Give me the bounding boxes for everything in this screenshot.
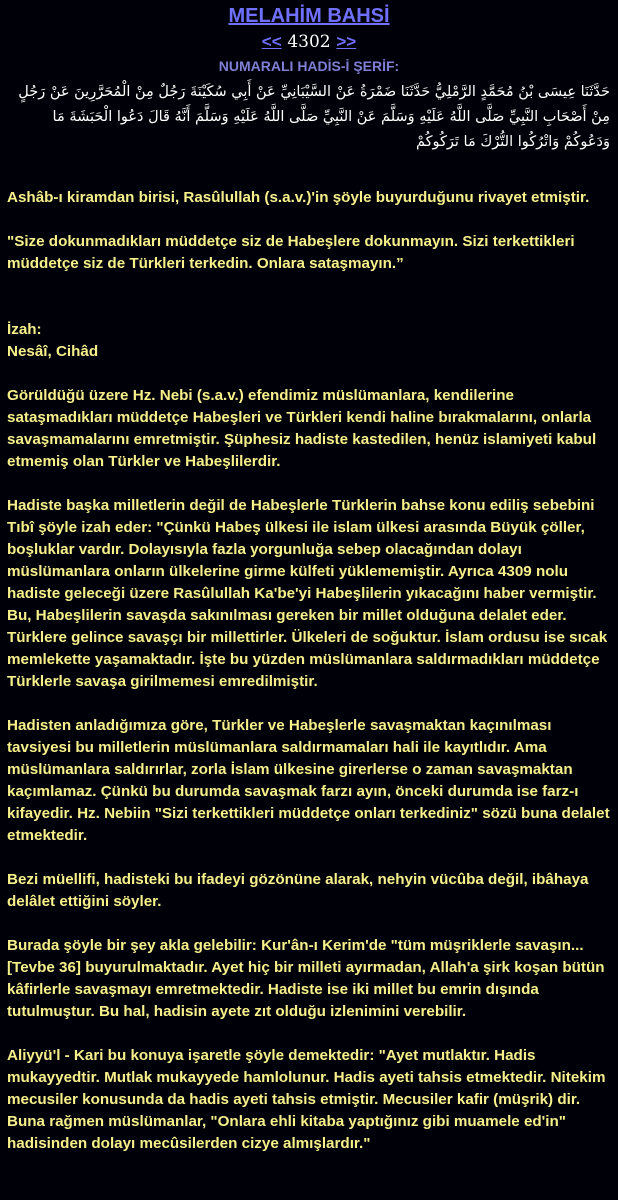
paragraph-explanation-1: Görüldüğü üzere Hz. Nebi (s.a.v.) efendimiz müslümanlara, kendilerine sataşmadıkları müddetçe Habeşleri ve Türkleri kendi haline bırakmalarını, onlarla savaşmamalarını emretmiştir. Şüphesiz hadiste kastedilen, henüz islamiyeti kabul etmemiş olan Türkler ve Habeşlilerdir. <box>7 387 597 470</box>
paragraph-explanation-3: Hadisten anladığımıza göre, Türkler ve Habeşlerle savaşmaktan kaçınılması tavsiyesi bu milletlerin müslümanlara saldırmamaları hali ile kayıtlıdır. Ama müslümanlara saldırırlar, zorla İslam ülkesine girerlerse o zaman savaşmaktan kaçımlamaz. Çünkü bu durumda savaşmak farzı ayın, önceki durumda ise farz-ı kifayedir. Hz. Nebiin "Sizi terkettikleri müddetçe onları terkediniz" sözü buna delalet etmektedir. <box>7 717 610 844</box>
paragraph-hadith-translation: "Size dokunmadıkları müddetçe siz de Habeşlere dokunmayın. Sizi terkettikleri müddetçe siz de Türkleri terkedin. Onlara sataşmayın.” <box>7 233 575 272</box>
paragraph-explanation-4: Bezi müellifi, hadisteki bu ifadeyi gözönüne alarak, nehyin vücûba değil, ibâhaya delâlet ettiğini söyler. <box>7 871 589 910</box>
arabic-hadith-text: حَدَّثَنَا عِيسَى بْنُ مُحَمَّدٍ الرَّمْلِيُّ حَدَّثَنَا ضَمْرَةُ عَنْ السَّيْبَانِيِّ عَنْ أَبِي سُكَيْنَةَ رَجُلٌ مِنْ الْمُحَرَّرِينَ عَنْ رَجُلٍ مِنْ أَصْحَابِ النَّبِيِّ صَلَّى اللَّهُ عَلَيْهِ وَسَلَّمَ عَنْ النَّبِيِّ صَلَّى اللَّهُ عَلَيْهِ وَسَلَّمَ أَنَّهُ قَالَ دَعُوا الْحَبَشَةَ مَا وَدَعُوكُمْ وَاتْرُكُوا التُّرْكَ مَا تَرَكُوكُمْ <box>18 84 610 150</box>
paragraph-explanation-2: Hadiste başka milletlerin değil de Habeşlerle Türklerin bahse konu ediliş sebebini Tıbî şöyle izah eder: "Çünkü Habeş ülkesi ile islam ülkesi arasında Büyük çöller, boşluklar vardır. Dolayısıyla fazla yorgunluğa sebep olacağından dolayı müslümanlara onların ülkelerine girme külfeti yüklememiştir. Ayrıca 4309 nolu hadiste geleceği üzere Rasûlullah Ka'be'yi Habeşlilerin yıkacağını haber vermiştir. Bu, Habeşlilerin savaşda sakınılması gereken bir millet olduğuna delalet eder. Türklere gelince savaşçı bir millettirler. Ülkeleri de soğuktur. İslam ordusu ise sıcak memlekette yaşamaktadır. İşte bu yüzden müslümanlara saldırmadıkları müddetçe Türklerle savaşa girilmemesi emredilmiştir. <box>7 497 608 690</box>
spacer <box>7 297 611 319</box>
hadith-number-nav <box>0 32 618 52</box>
paragraph-narration: Ashâb-ı kiramdan birisi, Rasûlullah (s.a.v.)'in şöyle buyurduğunu rivayet etmiştir. <box>7 189 590 206</box>
hadith-number: 4302 <box>287 32 331 52</box>
source-reference: Nesâî, Cihâd <box>7 343 99 360</box>
article-body <box>7 187 611 1177</box>
subtitle: NUMARALI HADİS-İ ŞERİF: <box>218 58 400 74</box>
izah-label: İzah: <box>7 321 42 338</box>
page-title[interactable]: MELAHİM BAHSİ <box>228 5 390 27</box>
next-link[interactable]: >> <box>336 32 357 51</box>
paragraph-explanation-5: Burada şöyle bir şey akla gelebilir: Kur'ân-ı Kerim'de "tüm müşriklerle savaşın...[Tevbe 36] buyurulmaktadır. Ayet hiç bir milleti ayırmadan, Allah'a şirk koşan bütün kâfirlerle savaşmayı emretmektedir. Hadiste ise iki millet bu emrin dışında tutulmuştur. Bu hal, hadisin ayete zıt olduğu izlenimini verebilir. <box>7 937 605 1020</box>
paragraph-explanation-6: Aliyyü'l - Kari bu konuya işaretle şöyle demektedir: "Ayet mutlaktır. Hadis mukayyedtir. Mutlak mukayyede hamlolunur. Hadis ayeti tahsis etmektedir. Nitekim mecusiler konusunda da hadis ayeti tahsis etmiştir. Mecusiler kafir (müşrik) dir. Buna rağmen müslümanlar, "Onlara ehli kitaba yaptığınız gibi muamele ed'in" hadisinden dolayı mecûsilerden cizye almışlardır." <box>7 1047 606 1152</box>
previous-link[interactable]: << <box>261 32 282 51</box>
